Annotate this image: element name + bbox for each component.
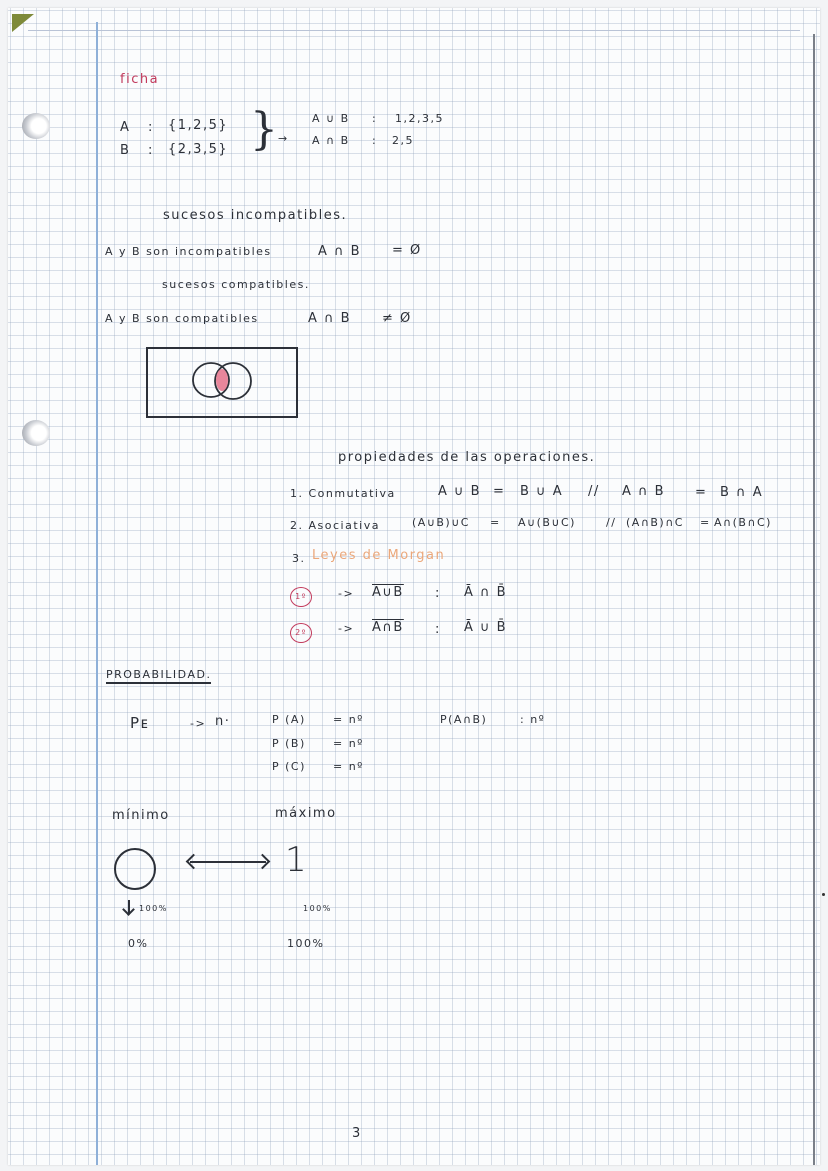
incompatible-result: = Ø [392,243,422,258]
page-title: ficha [120,72,160,87]
margin-line [96,22,98,1165]
property-1-eq2: = [695,485,708,500]
probability-pe: Pᴇ [130,714,150,732]
property-1-sep: // [588,484,600,499]
property-2-left: (A∪B)∪C [412,516,470,529]
morgan-law-2-arrow: -> [338,622,355,635]
morgan-number: 3. [292,552,306,565]
double-arrow-icon [190,861,266,863]
min-percent: 0% [128,937,149,950]
incompatible-statement: A y B son incompatibles [105,245,272,258]
probability-arrow: -> [190,717,207,730]
compatible-statement: A y B son compatibles [105,312,259,325]
morgan-law-2-right: Ā ∪ B̄ [464,620,508,635]
probability-row-b-label: P (B) [272,737,306,750]
probability-row-a-label: P (A) [272,713,306,726]
intersection-eq: : [372,134,378,147]
incompatible-formula: A ∩ B [318,244,362,259]
property-2-label: 2. Asociativa [290,519,380,532]
badge-circle-icon: 1º [290,587,312,607]
zero-circle-icon [114,848,156,890]
right-brace: } [250,104,278,155]
venn-diagram [146,347,298,418]
morgan-law-2-badge [290,620,312,643]
property-1-left2: A ∩ B [622,484,666,499]
max-value: 1 [285,840,307,880]
union-eq: : [372,112,378,125]
right-margin-line [813,34,815,1165]
max-note: 100% [303,904,332,913]
probability-row-c-value: = nº [333,760,364,773]
binder-hole-icon [22,420,50,446]
set-b-label: B [120,143,131,158]
property-2-right2: A∩(B∩C) [714,516,772,529]
probability-n: n· [215,714,231,729]
probability-intersection: P(A∩B) [440,713,488,726]
badge-circle-icon: 2º [290,623,312,643]
ink-dot [822,893,825,896]
property-1-eq: = [493,484,506,499]
property-2-eq2: = [700,516,711,529]
set-a-value: {1,2,5} [168,118,229,133]
probability-row-a-value: = nº [333,713,364,726]
morgan-law-1-arrow: -> [338,587,355,600]
property-1-left: A ∪ B [438,484,482,499]
max-label: máximo [275,806,337,821]
down-arrow-icon [128,900,130,914]
intersection-value: 2,5 [392,134,414,147]
probability-row-b-value: = nº [333,737,364,750]
morgan-law-1-left: A∪B [372,585,404,600]
property-1-right2: B ∩ A [720,485,764,500]
probability-row-c-label: P (C) [272,760,306,773]
property-2-sep: // [606,516,617,529]
set-a-eq: : [148,120,154,135]
union-expr: A ∪ B [312,112,350,125]
morgan-law-1-right: Ā ∩ B̄ [464,585,508,600]
morgan-law-2-eq: : [435,622,441,637]
property-2-right: A∪(B∪C) [518,516,576,529]
property-2-eq: = [490,516,501,529]
min-label: mínimo [112,808,170,823]
properties-heading: propiedades de las operaciones. [338,450,596,465]
binder-hole-icon [22,113,50,139]
set-a-label: A [120,120,131,135]
probability-intersection-value: : nº [520,713,546,726]
morgan-law-2-left: A∩B [372,620,404,635]
top-strip [28,18,800,31]
property-1-right: B ∪ A [520,484,564,499]
compatible-result: ≠ Ø [382,311,412,326]
min-note: 100% [139,904,168,913]
notebook-page [8,8,820,1165]
compatible-formula: A ∩ B [308,311,352,326]
probability-heading: PROBABILIDAD. [106,668,211,684]
set-b-eq: : [148,143,154,158]
venn-circles-icon [148,349,296,416]
intersection-expr: A ∩ B [312,134,350,147]
max-percent: 100% [287,937,325,950]
set-b-value: {2,3,5} [168,142,229,157]
incompatible-heading: sucesos incompatibles. [163,208,348,223]
page-number: 3 [352,1126,362,1141]
morgan-law-1-eq: : [435,586,441,601]
morgan-title: Leyes de Morgan [312,548,446,563]
union-value: 1,2,3,5 [395,112,444,125]
sets-arrow: → [278,132,289,145]
morgan-law-1-badge [290,584,312,607]
property-2-left2: (A∩B)∩C [626,516,684,529]
property-1-label: 1. Conmutativa [290,487,396,500]
compatible-heading: sucesos compatibles. [162,278,310,291]
